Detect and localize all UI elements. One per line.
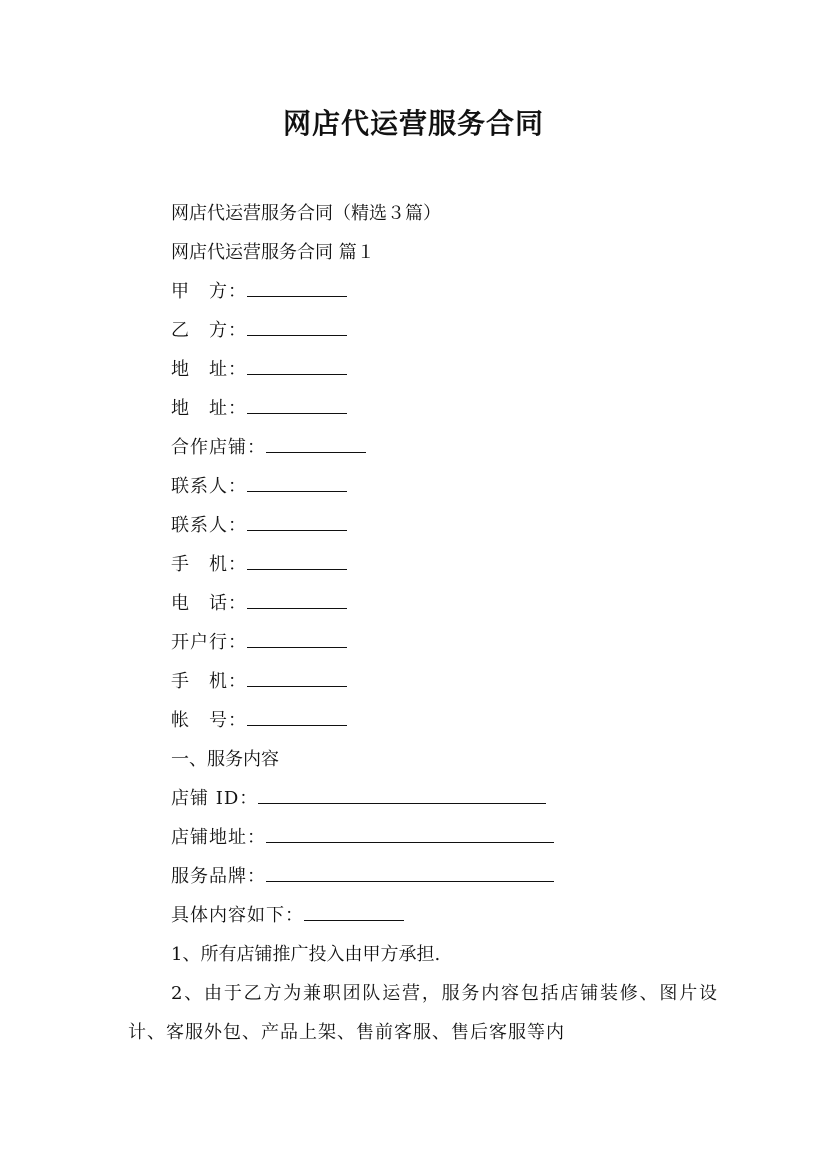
blank-line bbox=[247, 352, 347, 375]
field-address-a bbox=[128, 350, 728, 389]
field-label: 甲 方： bbox=[171, 281, 247, 302]
field-label: 店铺 ID： bbox=[171, 788, 259, 809]
document-body bbox=[128, 194, 728, 1052]
blank-line bbox=[258, 781, 546, 804]
field-label: 开户行： bbox=[171, 632, 247, 653]
field-label: 手 机： bbox=[171, 554, 247, 575]
blank-line bbox=[266, 820, 554, 843]
field-label: 手 机： bbox=[171, 671, 247, 692]
field-label: 联系人： bbox=[171, 476, 247, 497]
service-heading: 一、服务内容 bbox=[171, 749, 279, 770]
document-title: 网店代运营服务合同 bbox=[282, 107, 544, 140]
field-store-id bbox=[128, 779, 728, 818]
field-label: 地 址： bbox=[171, 398, 247, 419]
field-address-b bbox=[128, 389, 728, 428]
clause-2: 2、由于乙方为兼职团队运营，服务内容包括店铺装修、图片设计、客服外包、产品上架、售前客服、售后客服等内 bbox=[128, 983, 718, 1043]
field-party-b bbox=[128, 311, 728, 350]
field-contact-b bbox=[128, 506, 728, 545]
field-label: 乙 方： bbox=[171, 320, 247, 341]
field-mobile-a bbox=[128, 545, 728, 584]
field-label: 联系人： bbox=[171, 515, 247, 536]
field-account bbox=[128, 701, 728, 740]
field-bank bbox=[128, 623, 728, 662]
blank-line bbox=[247, 391, 347, 414]
field-label: 具体内容如下： bbox=[171, 905, 304, 926]
field-label: 合作店铺： bbox=[171, 437, 266, 458]
blank-line bbox=[247, 703, 347, 726]
field-label: 店铺地址： bbox=[171, 827, 266, 848]
field-phone bbox=[128, 584, 728, 623]
field-label: 帐 号： bbox=[171, 710, 247, 731]
field-contact-a bbox=[128, 467, 728, 506]
blank-line bbox=[247, 469, 347, 492]
field-service-brand bbox=[128, 857, 728, 896]
field-label: 地 址： bbox=[171, 359, 247, 380]
blank-line bbox=[304, 898, 404, 921]
blank-line bbox=[247, 508, 347, 531]
document-subtitle: 网店代运营服务合同（精选３篇） bbox=[171, 203, 441, 224]
blank-line bbox=[266, 430, 366, 453]
clause-1: 1、所有店铺推广投入由甲方承担. bbox=[171, 944, 441, 965]
blank-line bbox=[266, 859, 554, 882]
field-mobile-b bbox=[128, 662, 728, 701]
blank-line bbox=[247, 547, 347, 570]
blank-line bbox=[247, 625, 347, 648]
field-store-address bbox=[128, 818, 728, 857]
blank-line bbox=[247, 313, 347, 336]
field-partner-store bbox=[128, 428, 728, 467]
field-label: 电 话： bbox=[171, 593, 247, 614]
field-party-a bbox=[128, 272, 728, 311]
blank-line bbox=[247, 664, 347, 687]
field-label: 服务品牌： bbox=[171, 866, 266, 887]
section-heading: 网店代运营服务合同 篇１ bbox=[171, 242, 375, 263]
blank-line bbox=[247, 274, 347, 297]
field-details bbox=[128, 896, 728, 935]
blank-line bbox=[247, 586, 347, 609]
